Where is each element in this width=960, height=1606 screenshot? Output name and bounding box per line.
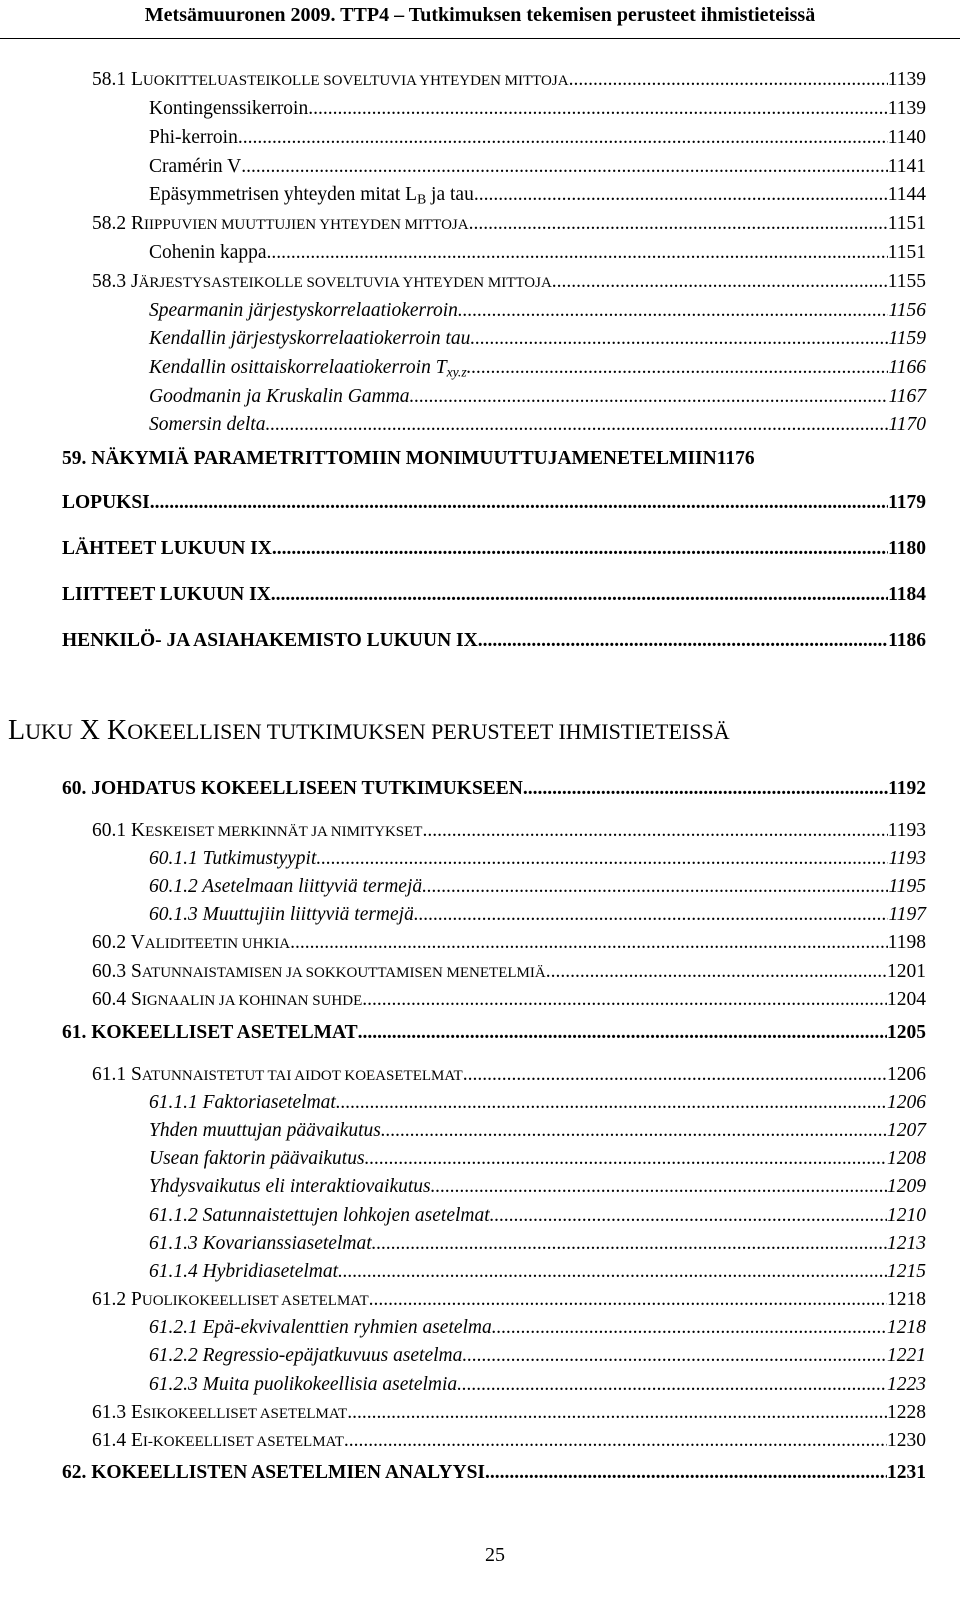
part-title-luku-x[interactable]: LUKU X KOKEELLISEN TUTKIMUKSEN PERUSTEET IHMISTIETEISSÄ (8, 715, 730, 746)
page-number: 1207 (887, 1120, 926, 1141)
page-number: 1206 (887, 1064, 926, 1085)
page-number: 1231 (887, 1462, 926, 1483)
dot-leader (457, 1374, 887, 1396)
toc-entry-liitteet[interactable] (62, 584, 926, 606)
page-number: 1218 (887, 1289, 926, 1310)
toc-entry-kendall-osittais[interactable] (149, 357, 926, 380)
dot-leader (358, 1022, 887, 1044)
entry-title: Spearmanin järjestyskorrelaatiokerroin (149, 300, 458, 321)
entry-title: 61.1.1 Faktoriasetelmat (149, 1092, 336, 1113)
page-number: 1180 (888, 538, 926, 559)
toc-entry-61-1-1[interactable] (149, 1092, 926, 1114)
toc-entry-epasymmetrisen[interactable] (149, 184, 926, 207)
entry-title-end: ja tau (426, 184, 474, 205)
toc-entry-60-1-1[interactable] (149, 848, 926, 870)
section-title-initial: L (131, 69, 143, 90)
dot-leader (365, 1148, 887, 1170)
dot-leader (271, 584, 888, 606)
toc-entry-goodman-kruskal[interactable] (149, 386, 926, 408)
header-rule (0, 38, 960, 39)
section-title-rest: UOKITTELUASTEIKOLLE SOVELTUVIA YHTEYDEN MITTOJA (142, 73, 569, 89)
entry-title: Somersin delta (149, 414, 266, 435)
dot-leader (431, 1176, 887, 1198)
dot-leader (265, 414, 888, 436)
dot-leader (369, 1289, 887, 1311)
dot-leader (458, 300, 889, 322)
entry-title: LÄHTEET LUKUUN IX (62, 538, 272, 559)
page-number: 1179 (888, 492, 926, 513)
entry-title: 61.1.2 Satunnaistettujen lohkojen asetelmat (149, 1205, 490, 1226)
toc-entry-61-1-4[interactable] (149, 1261, 926, 1283)
entry-title: Kendallin järjestyskorrelaatiokerroin tau (149, 328, 471, 349)
entry-title: Cohenin kappa (149, 242, 267, 263)
dot-leader (316, 848, 888, 870)
toc-entry-61-2-3[interactable] (149, 1374, 926, 1396)
toc-entry-61-1-3[interactable] (149, 1233, 926, 1255)
toc-entry-58-1[interactable] (92, 69, 926, 91)
toc-entry-60-1-2[interactable] (149, 876, 926, 898)
dot-leader (478, 630, 888, 652)
page-number: 1140 (887, 127, 926, 148)
toc-entry-61-2-1[interactable] (149, 1317, 926, 1339)
toc-entry-61-1-2[interactable] (149, 1205, 926, 1227)
toc-entry-kontingenssikerroin[interactable] (149, 98, 926, 120)
dot-leader (336, 1092, 887, 1114)
entry-title: 61.2.2 Regressio-epäjatkuvuus asetelma (149, 1345, 463, 1366)
entry-title: Yhdysvaikutus eli interaktiovaikutus (149, 1176, 431, 1197)
dot-leader (490, 1205, 887, 1227)
toc-entry-chapter-60[interactable] (62, 778, 926, 800)
toc-entry-kendall-tau[interactable] (149, 328, 926, 350)
page-number: 1155 (887, 271, 926, 292)
entry-title: Usean faktorin päävaikutus (149, 1148, 365, 1169)
dot-leader (381, 1120, 887, 1142)
toc-entry-yhden-muuttujan[interactable] (149, 1120, 926, 1142)
section-number: 58.2 (92, 213, 131, 234)
page-number: 1141 (887, 156, 926, 177)
section-title-rest: ÄRJESTYSASTEIKOLLE SOVELTUVIA YHTEYDEN MITTOJA (138, 275, 552, 291)
dot-leader (422, 876, 888, 898)
dot-leader (241, 156, 887, 178)
subscript: xy.z (446, 364, 467, 380)
running-header: Metsämuuronen 2009. TTP4 – Tutkimuksen tekemisen perusteet ihmistieteissä (144, 4, 816, 26)
toc-entry-61-2[interactable]: 61.2 PUOLIKOKEELLISET ASETELMAT ..... 1218 (92, 1289, 926, 1311)
dot-leader (467, 357, 889, 379)
page-number: 1205 (887, 1022, 926, 1043)
dot-leader (347, 1402, 887, 1424)
section-title-rest: IIPPUVIEN MUUTTUJIEN YHTEYDEN MITTOJA (144, 217, 469, 233)
section-title-initial: R (131, 213, 145, 234)
toc-entry-chapter-62[interactable] (62, 1462, 926, 1484)
page-number: 1166 (888, 357, 926, 378)
toc-entry-chapter-59[interactable] (62, 448, 926, 470)
dot-leader (569, 69, 888, 91)
dot-leader (492, 1317, 887, 1339)
page-number: 1144 (887, 184, 926, 205)
entry-title: Phi-kerroin (149, 127, 238, 148)
dot-leader (308, 98, 887, 120)
toc-entry-lahteet[interactable] (62, 538, 926, 560)
toc-entry-60-3[interactable]: 60.3 SATUNNAISTAMISEN JA SOKKOUTTAMISEN MENETELMIÄ ..... 1201 (92, 961, 926, 983)
toc-entry-60-1[interactable]: 60.1 KESKEISET MERKINNÄT JA NIMITYKSET ..... 1193 (92, 820, 926, 842)
page-number: 1210 (887, 1205, 926, 1226)
toc-entry-phi-kerroin[interactable] (149, 127, 926, 149)
entry-title: LIITTEET LUKUUN IX (62, 584, 271, 605)
toc-entry-lopuksi[interactable] (62, 492, 926, 514)
entry-title: 61.2.3 Muita puolikokeellisia asetelmia (149, 1374, 458, 1395)
entry-title: 59. NÄKYMIÄ PARAMETRITTOMIIN MONIMUUTTUJAMENETELMIIN (62, 448, 717, 469)
toc-entry-cohenin-kappa[interactable] (149, 242, 926, 264)
page-number: 1159 (888, 328, 926, 349)
page-number: 1223 (887, 1374, 926, 1395)
entry-title: Epäsymmetrisen yhteyden mitat L (149, 184, 418, 205)
page-footer-number: 25 (485, 1544, 505, 1566)
toc-entry-chapter-61[interactable] (62, 1022, 926, 1044)
dot-leader (414, 904, 889, 926)
page-number: 1221 (887, 1345, 926, 1366)
entry-title: 60.1.2 Asetelmaan liittyviä termejä (149, 876, 423, 897)
dot-leader (372, 1233, 887, 1255)
page-number: 1184 (888, 584, 926, 605)
dot-leader (290, 932, 888, 954)
toc-entry-61-4[interactable]: 61.4 EI-KOKEELLISET ASETELMAT ..... 1230 (92, 1430, 926, 1452)
subscript: B (417, 191, 427, 207)
page-number: 1195 (888, 876, 926, 897)
page-number: 1215 (887, 1261, 926, 1282)
page-number: 1213 (887, 1233, 926, 1254)
entry-title: Cramérin V (149, 156, 242, 177)
dot-leader (422, 820, 887, 842)
dot-leader (362, 989, 887, 1011)
page-number: 1230 (887, 1430, 926, 1451)
entry-title: Yhden muuttujan päävaikutus (149, 1120, 381, 1141)
page-number: 1193 (887, 820, 926, 841)
page-number: 1206 (887, 1092, 926, 1113)
toc-entry-60-2[interactable]: 60.2 VALIDITEETIN UHKIA ..... 1198 (92, 932, 926, 954)
entry-title: 60.1.3 Muuttujiin liittyviä termejä (149, 904, 414, 925)
entry-title: LOPUKSI (62, 492, 150, 513)
page-number: 1204 (887, 989, 926, 1010)
entry-title: 60.1.1 Tutkimustyypit (149, 848, 317, 869)
page-number: 1228 (887, 1402, 926, 1423)
dot-leader (546, 961, 887, 983)
dot-leader (272, 538, 888, 560)
toc-entry-58-3[interactable] (92, 271, 926, 293)
entry-title: 61.1.4 Hybridiasetelmat (149, 1261, 339, 1282)
page-number: 1176 (716, 448, 755, 469)
dot-leader (338, 1261, 887, 1283)
toc-entry-61-1[interactable]: 61.1 SATUNNAISTETUT TAI AIDOT KOEASETELMAT ..... 1206 (92, 1064, 926, 1086)
page-number: 1197 (888, 904, 926, 925)
toc-entry-spearman[interactable] (149, 300, 926, 322)
page-number: 1167 (888, 386, 926, 407)
toc-entry-cramerin-v[interactable] (149, 156, 926, 178)
toc-entry-60-4[interactable]: 60.4 SIGNAALIN JA KOHINAN SUHDE ..... 1204 (92, 989, 926, 1011)
entry-title: 62. KOKEELLISTEN ASETELMIEN ANALYYSI (62, 1462, 486, 1483)
toc-entry-61-3[interactable]: 61.3 ESIKOKEELLISET ASETELMAT ..... 1228 (92, 1402, 926, 1424)
page-number: 1139 (887, 98, 926, 119)
entry-title: 60. JOHDATUS KOKEELLISEEN TUTKIMUKSEEN (62, 778, 523, 799)
page-number: 1186 (888, 630, 926, 651)
toc-entry-58-2[interactable] (92, 213, 926, 235)
entry-title: Kendallin osittaiskorrelaatiokerroin T (149, 357, 447, 378)
page-number: 1151 (887, 213, 926, 234)
entry-title: 61.1.3 Kovarianssiasetelmat (149, 1233, 372, 1254)
dot-leader (462, 1345, 887, 1367)
page-number: 1218 (887, 1317, 926, 1338)
page-number: 1208 (887, 1148, 926, 1169)
toc-entry-60-1-3[interactable] (149, 904, 926, 926)
entry-title: Goodmanin ja Kruskalin Gamma (149, 386, 410, 407)
page-number: 1192 (888, 778, 926, 799)
dot-leader (470, 328, 888, 350)
section-number: 58.3 (92, 271, 131, 292)
entry-title: HENKILÖ- JA ASIAHAKEMISTO LUKUUN IX (62, 630, 478, 651)
toc-entry-yhdysvaikutus[interactable] (149, 1176, 926, 1198)
dot-leader (238, 127, 888, 149)
page-number: 1139 (887, 69, 926, 90)
page-number: 1156 (888, 300, 926, 321)
dot-leader (552, 271, 888, 293)
toc-entry-somersin-delta[interactable] (149, 414, 926, 436)
dot-leader (267, 242, 888, 264)
entry-title: 61.2.1 Epä-ekvivalenttien ryhmien asetelma (149, 1317, 492, 1338)
page-number: 1193 (888, 848, 926, 869)
section-number: 58.1 (92, 69, 131, 90)
dot-leader (485, 1462, 887, 1484)
page-number: 1170 (888, 414, 926, 435)
page-number: 1151 (887, 242, 926, 263)
entry-title: 61. KOKEELLISET ASETELMAT (62, 1022, 358, 1043)
toc-entry-61-2-2[interactable] (149, 1345, 926, 1367)
entry-title: Kontingenssikerroin (149, 98, 309, 119)
dot-leader (463, 1064, 887, 1086)
dot-leader (474, 184, 888, 206)
page-number: 1201 (887, 961, 926, 982)
dot-leader (410, 386, 889, 408)
dot-leader (469, 213, 888, 235)
page-number: 1209 (887, 1176, 926, 1197)
section-title-initial: J (131, 271, 139, 292)
dot-leader (523, 778, 888, 800)
dot-leader (150, 492, 888, 514)
toc-entry-henkilo-asiahakemisto[interactable] (62, 630, 926, 652)
dot-leader (344, 1430, 887, 1452)
toc-entry-usean-faktorin[interactable] (149, 1148, 926, 1170)
page-number: 1198 (887, 932, 926, 953)
